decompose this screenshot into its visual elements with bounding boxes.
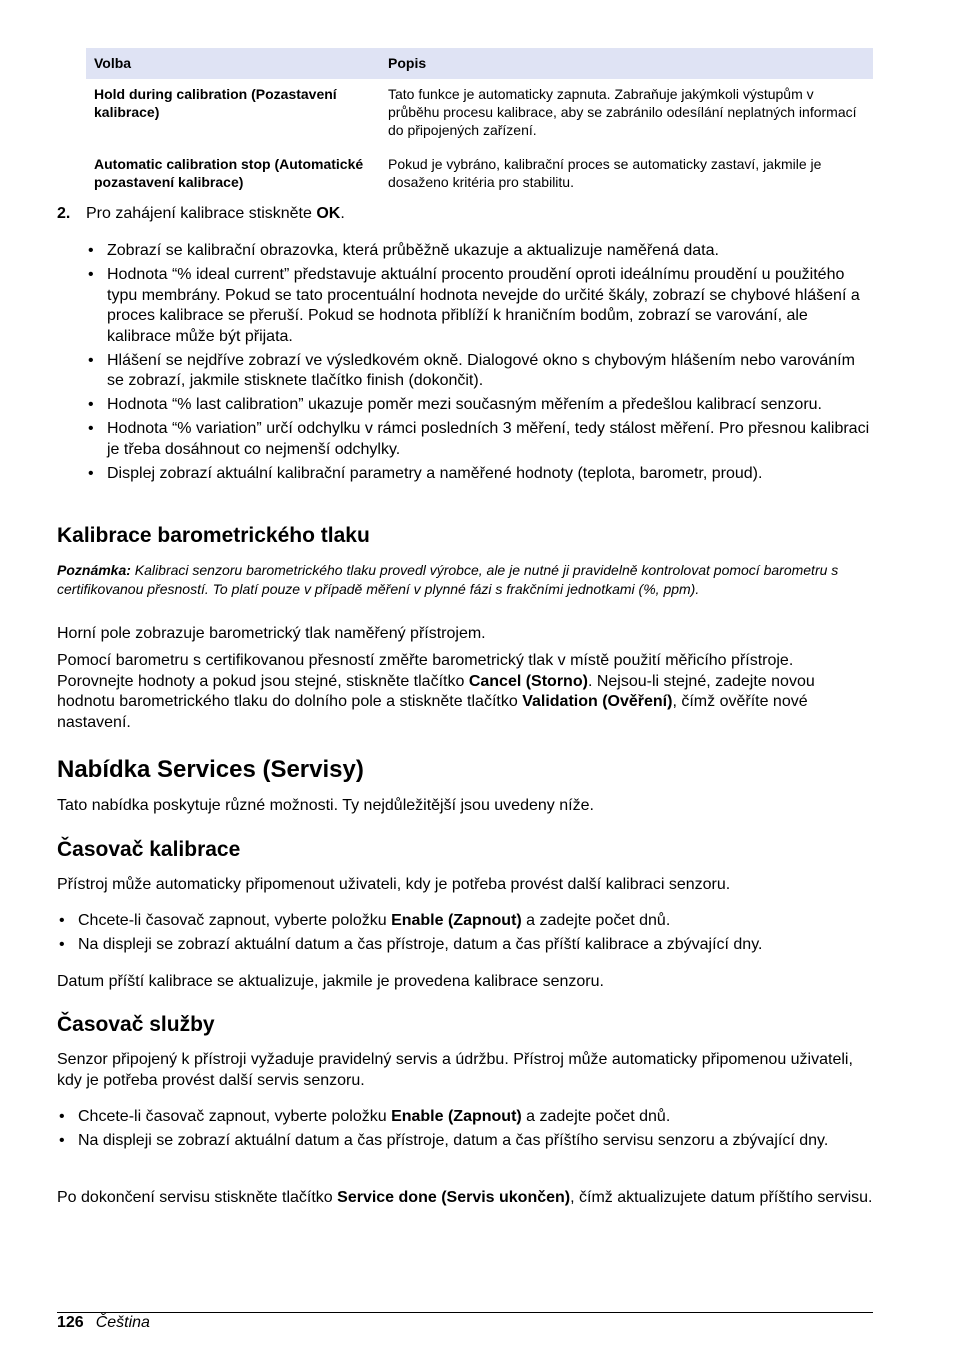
note-paragraph [57, 561, 857, 598]
list-item: • Zobrazí se kalibrační obrazovka, která průběžně ukazuje a aktualizuje naměřená data. [86, 241, 873, 262]
step-text: Pro zahájení kalibrace stiskněte [86, 205, 317, 222]
text: Pomocí barometru s certifikovanou přesností změřte barometrický tlak v místě použití měřicího přístroje. Porovnejte hodnoty a pokud jsou stejné, stiskněte tlačítko [57, 652, 794, 690]
service-done-label: Service done (Servis ukončen) [337, 1189, 571, 1206]
footer-language: Čeština [95, 1314, 150, 1331]
column-header-option: Volba [86, 48, 380, 79]
step-2 [57, 204, 873, 225]
note-text: Kalibraci senzoru barometrického tlaku provedl výrobce, ale je nutné ji pravidelně kontrolovat pomocí barometru s certifikovanou přesností. To platí pouze v případě měření v plynné fázi s frakčními jednotkami (%, ppm). [57, 562, 839, 597]
list-item: • Hodnota “% variation” určí odchylku v rámci posledních 3 měření, tedy stálost měření. Pro přesnou kalibraci je třeba dosáhnout co nejmenší odchylky. [86, 419, 873, 460]
page-number: 126 [57, 1314, 84, 1331]
calibration-bullet-list [86, 241, 873, 488]
note-label: Poznámka: [57, 562, 131, 578]
cancel-label: Cancel (Storno) [468, 672, 588, 690]
text: Po dokončení servisu stiskněte tlačítko [57, 1189, 338, 1206]
paragraph: Tato nabídka poskytuje různé možnosti. Ty nejdůležitější jsou uvedeny níže. [57, 797, 594, 814]
section-heading-barometric: Kalibrace barometrického tlaku [57, 524, 370, 547]
options-table [86, 48, 873, 201]
footer-divider [57, 1312, 873, 1313]
text: Chcete-li časovač zapnout, vyberte položku [78, 912, 392, 929]
validation-label: Validation (Ověření) [522, 693, 673, 710]
list-item: • Na displeji se zobrazí aktuální datum a čas přístroje, datum a čas příštího servisu senzoru a zbývající dny. [57, 1131, 873, 1152]
list-item: • Displej zobrazí aktuální kalibrační parametry a naměřené hodnoty (teplota, barometr, proud). [86, 464, 873, 485]
paragraph: Přístroj může automaticky připomenout uživateli, kdy je potřeba provést další kalibraci senzoru. [57, 876, 731, 893]
text: , čímž aktualizujete datum příštího servisu. [570, 1189, 873, 1206]
text: a zadejte počet dnů. [521, 1108, 671, 1125]
paragraph [57, 1188, 873, 1209]
enable-label: Enable (Zapnout) [391, 912, 522, 929]
paragraph: Senzor připojený k přístroji vyžaduje pravidelný servis a údržbu. Přístroj může automaticky připomenou uživateli, kdy je potřeba provést další servis senzoru. [57, 1051, 853, 1089]
table-row [86, 79, 873, 149]
section-heading-calibration-timer: Časovač kalibrace [57, 838, 241, 861]
text: Chcete-li časovač zapnout, vyberte položku [78, 1108, 392, 1125]
paragraph: Horní pole zobrazuje barometrický tlak naměřený přístrojem. [57, 625, 486, 642]
step-text-end: . [340, 205, 345, 222]
list-item: • Hodnota “% last calibration” ukazuje poměr mezi současným měřením a předešlou kalibrací senzoru. [86, 395, 873, 416]
table-header-row [86, 48, 873, 79]
ok-label: OK [316, 205, 341, 222]
list-item [57, 911, 873, 932]
option-cell: Automatic calibration stop (Automatické pozastavení kalibrace) [94, 156, 364, 190]
text: . Nejsou-li stejné, zadejte novou hodnotu barometrického tlaku do dolního pole a stiskněte tlačítko [57, 672, 815, 710]
page-footer [57, 1313, 150, 1333]
description-cell: Tato funkce je automaticky zapnuta. Zabraňuje jakýmkoli výstupům v průběhu procesu kalibrace, aby se zabránilo odesílání neplatných informací do připojených zařízení. [388, 86, 857, 138]
description-cell: Pokud je vybráno, kalibrační proces se automaticky zastaví, jakmile je dosaženo kritéria pro stabilitu. [388, 156, 822, 190]
list-item: • Hodnota “% ideal current” představuje aktuální procento proudění oproti ideálnímu proudění u použitého typu membrány. Pokud se tato procentuální hodnota nevejde do určité škály, zobrazí se chybové hlášení a proces kalibrace se přeruší. Pokud se hodnota přiblíží k hraničním bodům, zobrazí se varování, ale kalibrace může být přijata. [86, 265, 873, 347]
section-heading-service-timer: Časovač služby [57, 1013, 215, 1036]
table-row [86, 149, 873, 201]
paragraph [57, 651, 873, 733]
calibration-timer-list [57, 911, 873, 959]
list-item [57, 1107, 873, 1128]
list-item: • Hlášení se nejdříve zobrazí ve výsledkovém okně. Dialogové okno s chybovým hlášením nebo varováním se zobrazí, jakmile stisknete tlačítko finish (dokončit). [86, 351, 873, 392]
paragraph: Datum příští kalibrace se aktualizuje, jakmile je provedena kalibrace senzoru. [57, 973, 604, 990]
service-timer-list [57, 1107, 873, 1155]
option-cell: Hold during calibration (Pozastavení kalibrace) [94, 86, 337, 120]
text: a zadejte počet dnů. [521, 912, 671, 929]
step-number: 2. [57, 205, 71, 222]
list-item: • Na displeji se zobrazí aktuální datum a čas přístroje, datum a čas příští kalibrace a zbývající dny. [57, 935, 873, 956]
text: , čímž ověříte nové nastavení. [57, 693, 808, 731]
section-heading-services: Nabídka Services (Servisy) [57, 756, 364, 783]
column-header-description: Popis [380, 48, 873, 79]
enable-label: Enable (Zapnout) [391, 1108, 522, 1125]
